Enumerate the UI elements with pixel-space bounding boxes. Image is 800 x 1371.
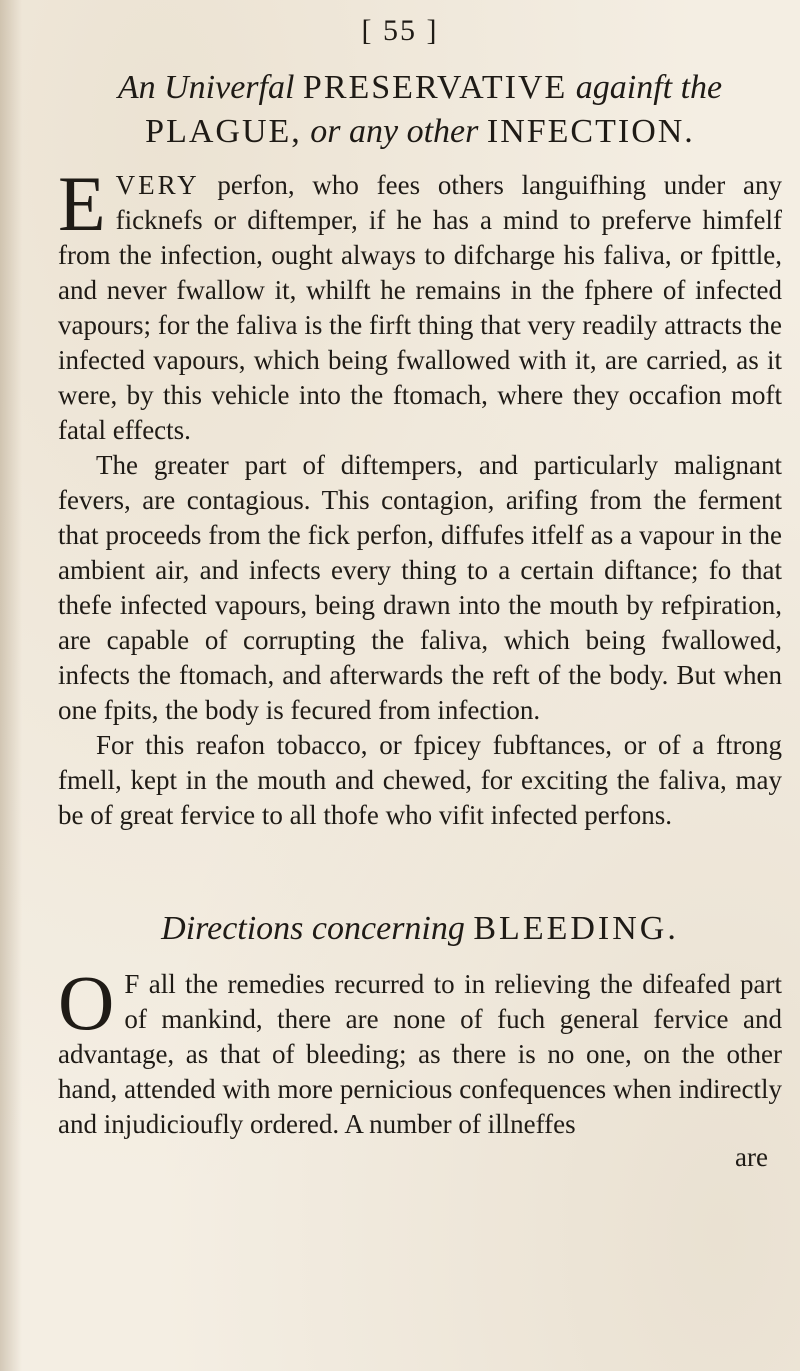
page-edge-shadow (0, 0, 22, 1371)
section-heading-bleeding (58, 907, 782, 951)
text-block (58, 66, 782, 1172)
page-number: [ 55 ] (361, 14, 439, 47)
heading-caps: BLEEDING. (473, 910, 679, 947)
section1-paragraph-1-text: perfon, who fees others languifhing under any ficknefs or diftemper, if he has a mind to preferve himfelf from the infection, ought always to difcharge his faliva, or fpittle, and never fwallow it, whilft he remains in the fphere of infected vapours; for the faliva is the firft thing that very readily attracts the infected vapours, which being fwallowed with it, are carried, as it were, by this vehicle into the ftomach, where they occafion moft fatal effects. (58, 170, 782, 445)
section1-paragraph-3: For this reafon tobacco, or fpicey fubftances, or of a ftrong fmell, kept in the mouth and chewed, for exciting the faliva, may be of great fervice to all thofe who vifit infected perfons. (58, 730, 782, 830)
section2-paragraph-1-text: all the remedies recurred to in relieving the difeafed part of mankind, there are none of fuch general fervice and advantage, as that of bleeding; as there is no one, on the other hand, attended with more pernicious confequences when indirectly and injudicioufly ordered. A number of illneffes (58, 969, 782, 1139)
title-main: PRESERVATIVE (302, 69, 568, 106)
section2-paragraph-1 (58, 959, 782, 1142)
title-or-any-other: or any other (310, 113, 479, 150)
section1-paragraph-2: The greater part of diftempers, and particularly malignant fevers, are contagious. This contagion, arifing from the ferment that proceeds from the fick perfon, diffufes itfelf as a vapour in the ambient air, and infects every thing to a certain diftance; fo that thefe infected vapours, being drawn into the mouth by refpiration, are capable of corrupting the faliva, which being fwallowed, infects the ftomach, and afterwards the reft of the body. But when one fpits, the body is fecured from infection. (58, 450, 782, 725)
lead-f: F (124, 969, 140, 999)
catchword: are (735, 1142, 768, 1172)
dropcap-o: O (58, 959, 115, 1046)
main-title (58, 66, 782, 154)
dropcap-e: E (58, 160, 106, 247)
lead-caps: VERY (115, 170, 200, 200)
title-prefix: An Univerfal (117, 69, 295, 106)
title-middle: againft the (575, 69, 723, 106)
heading-italic: Directions concerning (161, 910, 465, 947)
section1-paragraph-1 (58, 160, 782, 448)
title-infection: INFECTION. (486, 113, 695, 150)
title-plague: PLAGUE, (145, 113, 302, 150)
